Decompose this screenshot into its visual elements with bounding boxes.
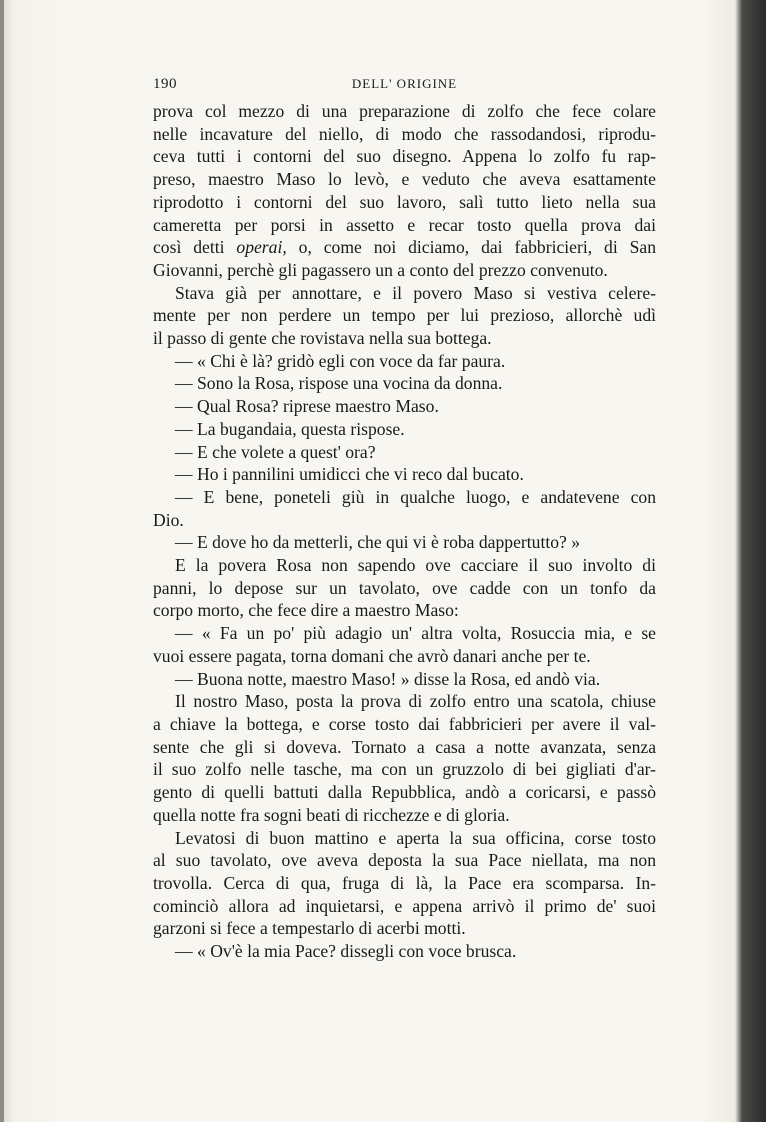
text-line: ceva tutti i contorni del suo disegno. Appena lo zolfo fu rap- (153, 146, 656, 167)
text-line: al suo tavolato, ove aveva deposta la sua Pace niellata, ma non (153, 850, 656, 871)
text-line: cameretta per porsi in assetto e recar tosto quella prova dai (153, 214, 656, 235)
text-line: mente per non perdere un tempo per lui prezioso, allorchè udì (153, 305, 656, 326)
text-line: Stava già per annottare, e il povero Maso si vestiva celere- (175, 282, 656, 303)
text-line: — Ho i pannilini umidicci che vi reco dal bucato. (175, 464, 524, 485)
text-line (153, 236, 656, 259)
text-line: cominciò allora ad inquietarsi, e appena arrivò il primo de' suoi (153, 895, 656, 916)
text-fragment: o, come noi diciamo, dai fabbricieri, di San (286, 237, 656, 258)
text-line: — E che volete a quest' ora? (175, 441, 376, 462)
text-line: Il nostro Maso, posta la prova di zolfo entro una scatola, chiuse (175, 691, 656, 712)
text-line: il suo zolfo nelle tasche, ma con un gruzzolo di bei gigliati d'ar- (153, 759, 656, 780)
text-line: — « Chi è là? gridò egli con voce da far paura. (175, 350, 506, 371)
text-line: a chiave la bottega, e corse tosto dai fabbricieri per avere il val- (153, 713, 656, 734)
text-line: Giovanni, perchè gli pagassero un a conto del prezzo convenuto. (153, 259, 608, 280)
text-line: — Sono la Rosa, rispose una vocina da donna. (175, 373, 503, 394)
text-line: vuoi essere pagata, torna domani che avrò danari anche per te. (153, 645, 591, 666)
text-line: il passo di gente che rovistava nella sua bottega. (153, 328, 492, 349)
running-head: DELL' ORIGINE (351, 76, 458, 91)
body-text (153, 100, 656, 963)
text-line: preso, maestro Maso lo levò, e veduto che aveva esattamente (153, 169, 656, 190)
text-fragment: così detti (153, 237, 237, 258)
text-line: — E dove ho da metterli, che qui vi è roba dappertutto? » (175, 532, 581, 553)
text-line: riprodotto i contorni del suo lavoro, salì tutto lieto nella sua (153, 191, 656, 212)
text-line: prova col mezzo di una preparazione di zolfo che fece colare (153, 101, 656, 121)
text-line: — La bugandaia, questa rispose. (175, 418, 405, 439)
text-line: panni, lo depose sur un tavolato, ove cadde con un tonfo da (153, 577, 656, 598)
text-line: sente che gli si doveva. Tornato a casa a notte avanzata, senza (153, 736, 656, 757)
text-line: quella notte fra sogni beati di ricchezze e di gloria. (153, 804, 510, 825)
text-line: garzoni si fece a tempestarlo di acerbi motti. (153, 918, 466, 939)
page-binding-edge (0, 0, 4, 1122)
text-line: corpo morto, che fece dire a maestro Maso: (153, 600, 459, 621)
italic-term: operai, (236, 237, 287, 258)
page-number: 190 (153, 76, 177, 92)
text-line: Levatosi di buon mattino e aperta la sua officina, corse tosto (175, 827, 656, 848)
page-header (153, 76, 656, 98)
text-line: — « Ov'è la mia Pace? dissegli con voce brusca. (175, 941, 517, 962)
text-line: trovolla. Cerca di qua, fruga di là, la Pace era scomparsa. In- (153, 872, 656, 893)
text-line: gento di quelli battuti dalla Repubblica, andò a coricarsi, e passò (153, 782, 656, 803)
text-line: — Buona notte, maestro Maso! » disse la Rosa, ed andò via. (175, 668, 601, 689)
text-line: — « Fa un po' più adagio un' altra volta, Rosuccia mia, e se (175, 623, 656, 644)
text-line: — Qual Rosa? riprese maestro Maso. (175, 396, 439, 417)
text-line: E la povera Rosa non sapendo ove cacciare il suo involto di (175, 555, 656, 576)
text-line: Dio. (153, 509, 184, 530)
text-line: nelle incavature del niello, di modo che rassodandosi, riprodu- (153, 123, 656, 144)
text-line: — E bene, poneteli giù in qualche luogo, e andatevene con (175, 486, 656, 507)
